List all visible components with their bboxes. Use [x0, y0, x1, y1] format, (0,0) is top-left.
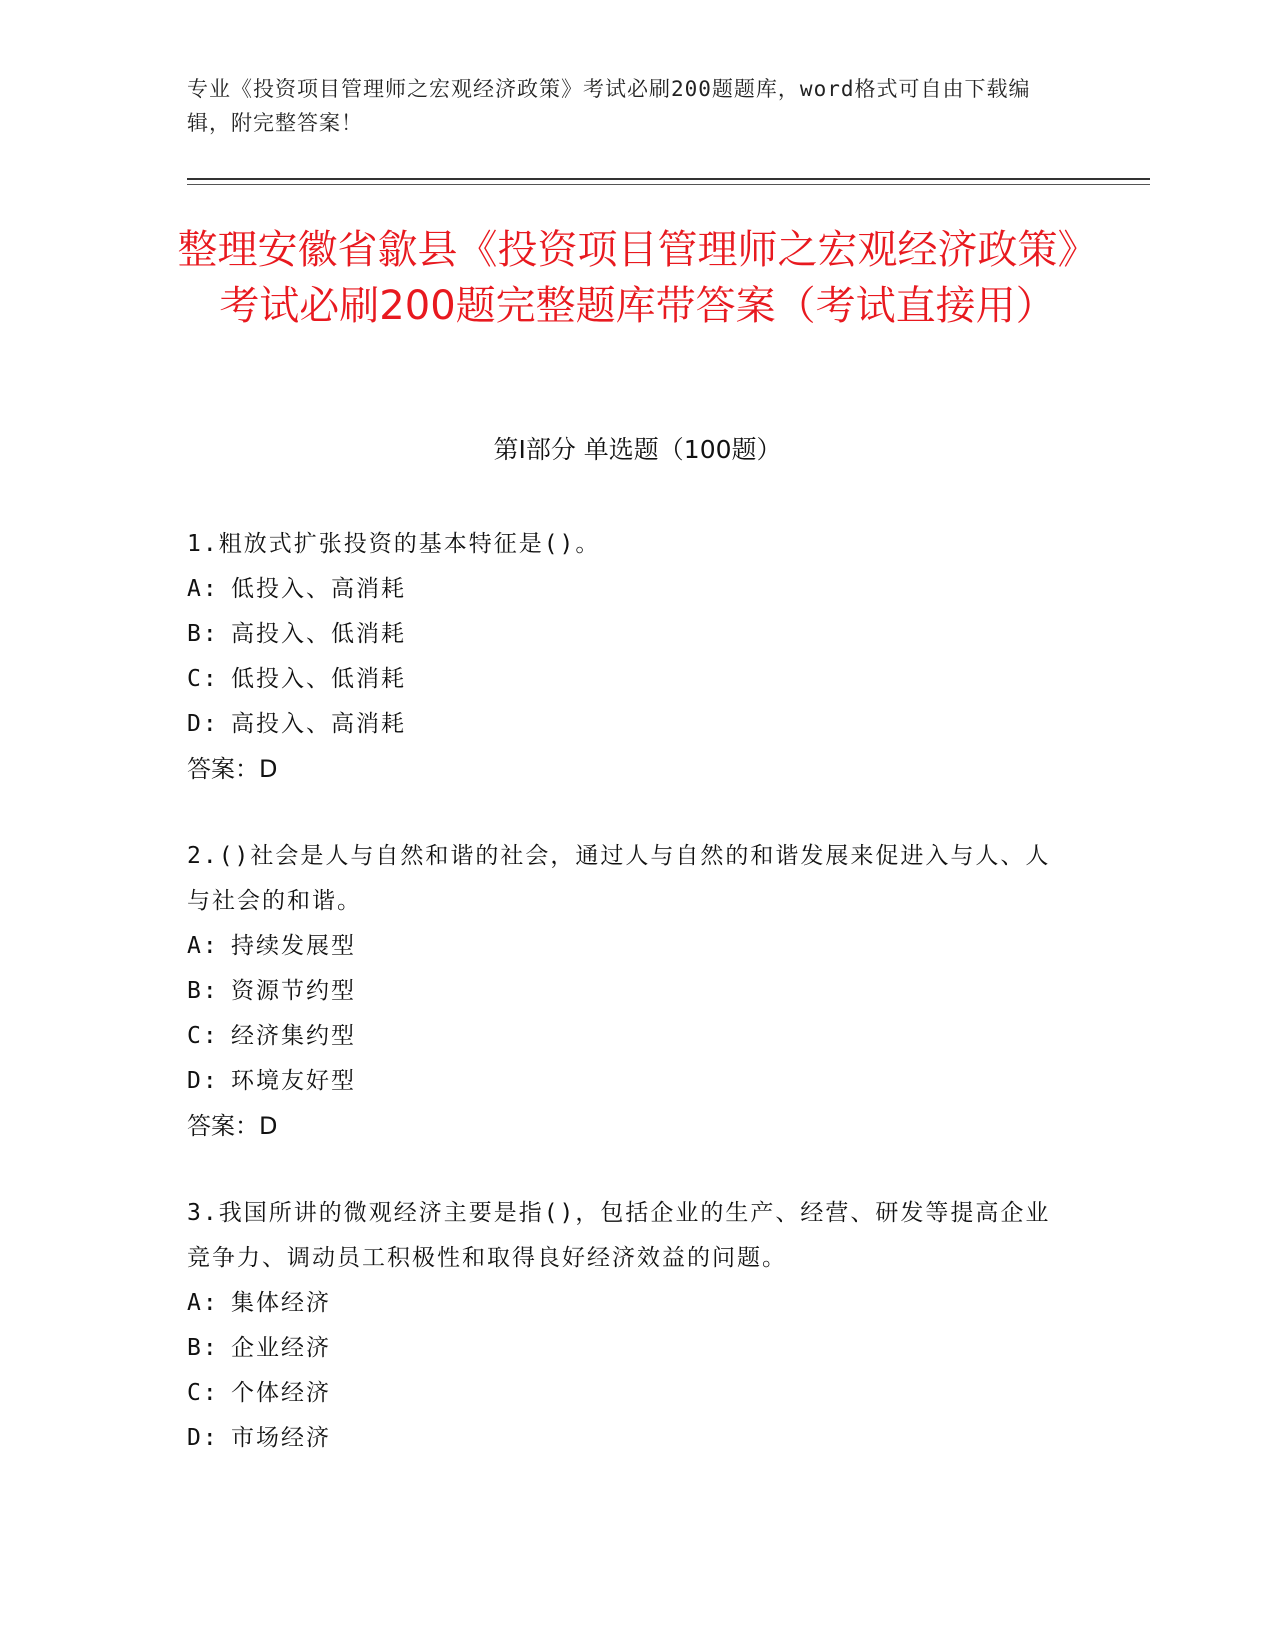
- option-key: A:: [187, 1290, 219, 1316]
- question-stem: 3.我国所讲的微观经济主要是指()，包括企业的生产、经营、研发等提高企业竞争力、调动员工积极性和取得良好经济效益的问题。: [187, 1200, 1051, 1271]
- question-answer: 答案：D: [187, 755, 278, 783]
- question-3: [187, 1191, 1067, 1461]
- option-key: B:: [187, 978, 219, 1004]
- option-a: [187, 567, 1067, 612]
- option-c: [187, 1014, 1067, 1059]
- option-c: [187, 1371, 1067, 1416]
- header-divider-thick: [187, 178, 1150, 180]
- option-text: 低投入、低消耗: [231, 666, 406, 692]
- question-stem: 2.()社会是人与自然和谐的社会，通过人与自然的和谐发展来促进入与人、人与社会的和谐。: [187, 843, 1051, 914]
- question-1: [187, 522, 1067, 792]
- option-text: 环境友好型: [231, 1068, 356, 1094]
- document-title: 整理安徽省歙县《投资项目管理师之宏观经济政策》考试必刷200题完整题库带答案（考试直接用）: [177, 227, 1098, 329]
- section-heading: 第I部分 单选题（100题）: [493, 435, 782, 464]
- option-text: 高投入、高消耗: [231, 711, 406, 737]
- option-key: C:: [187, 1023, 219, 1049]
- option-text: 集体经济: [231, 1290, 331, 1316]
- option-key: C:: [187, 1380, 219, 1406]
- option-a: [187, 1281, 1067, 1326]
- option-text: 企业经济: [231, 1335, 331, 1361]
- question-stem: 1.粗放式扩张投资的基本特征是()。: [187, 531, 601, 557]
- option-key: B:: [187, 621, 219, 647]
- option-d: [187, 702, 1067, 747]
- option-key: D:: [187, 1068, 219, 1094]
- option-key: D:: [187, 711, 219, 737]
- option-text: 高投入、低消耗: [231, 621, 406, 647]
- option-text: 持续发展型: [231, 933, 356, 959]
- option-text: 个体经济: [231, 1380, 331, 1406]
- option-text: 资源节约型: [231, 978, 356, 1004]
- option-key: D:: [187, 1425, 219, 1451]
- option-d: [187, 1059, 1067, 1104]
- option-b: [187, 969, 1067, 1014]
- option-key: A:: [187, 933, 219, 959]
- option-key: C:: [187, 666, 219, 692]
- question-2: [187, 834, 1067, 1149]
- option-b: [187, 612, 1067, 657]
- question-answer: 答案：D: [187, 1112, 278, 1140]
- question-list: [187, 522, 1067, 1503]
- option-text: 低投入、高消耗: [231, 576, 406, 602]
- header-divider-thin: [187, 184, 1150, 185]
- option-d: [187, 1416, 1067, 1461]
- option-key: A:: [187, 576, 219, 602]
- option-text: 经济集约型: [231, 1023, 356, 1049]
- option-text: 市场经济: [231, 1425, 331, 1451]
- option-c: [187, 657, 1067, 702]
- option-a: [187, 924, 1067, 969]
- option-b: [187, 1326, 1067, 1371]
- header-note: 专业《投资项目管理师之宏观经济政策》考试必刷200题题库，word格式可自由下载编辑，附完整答案！: [187, 77, 1031, 135]
- option-key: B:: [187, 1335, 219, 1361]
